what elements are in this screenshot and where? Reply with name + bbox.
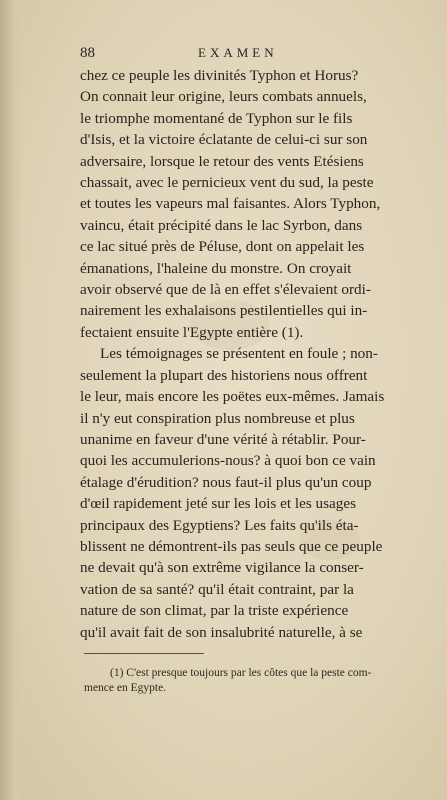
text-line: nairement les exhalaisons pestilentielles qui in-	[80, 302, 368, 320]
text-line: adversaire, lorsque le retour des vents Etésiens	[80, 152, 364, 170]
text-line: chassait, avec le pernicieux vent du sud, la peste	[80, 174, 374, 192]
text-line: il n'y eut conspiration plus nombreuse et plus	[80, 409, 355, 427]
text-line: avoir observé que de là en effet s'élevaient ordi-	[80, 281, 371, 299]
footnote-rule	[84, 653, 204, 654]
footnote	[84, 666, 424, 696]
text-line: étalage d'érudition? nous faut-il plus qu'un coup	[80, 473, 372, 491]
text-line: d'Isis, et la victoire éclatante de celui-ci sur son	[80, 131, 368, 149]
running-head: EXAMEN	[198, 45, 278, 60]
text-line: émanations, l'haleine du monstre. On croyait	[80, 259, 352, 277]
page-header	[80, 45, 420, 67]
page-spine-shadow	[0, 0, 22, 800]
text-line: blissent ne démontrent-ils pas seuls que ce peuple	[80, 537, 383, 555]
text-line: quoi les accumulerions-nous? à quoi bon ce vain	[80, 452, 376, 470]
text-line: chez ce peuple les divinités Typhon et Horus?	[80, 67, 359, 84]
text-line: ne devait qu'à son extrême vigilance la conser-	[80, 559, 364, 577]
main-text	[80, 65, 425, 643]
text-line: le leur, mais encore les poëtes eux-mêmes. Jamais	[80, 388, 385, 406]
text-line: qu'il avait fait de son insalubrité naturelle, à se	[80, 623, 363, 641]
text-line: le triomphe momentané de Typhon sur le fils	[80, 109, 353, 127]
text-line: nature de son climat, par la triste expérience	[80, 602, 349, 620]
text-line: vaincu, était précipité dans le lac Syrbon, dans	[80, 216, 363, 234]
text-line: unanime en faveur d'une vérité à rétablir. Pour-	[80, 430, 366, 448]
footnote-line: (1) C'est presque toujours par les côtes que la peste com-	[110, 667, 372, 679]
text-line: On connait leur origine, leurs combats annuels,	[80, 88, 367, 106]
page-number: 88	[80, 45, 95, 61]
text-line: d'œil rapidement jeté sur les lois et les usages	[80, 495, 357, 513]
text-line: principaux des Egyptiens? Les faits qu'ils éta-	[80, 516, 359, 534]
footnote-line: mence en Egypte.	[84, 682, 167, 694]
text-line: vation de sa santé? qu'il était contraint, par la	[80, 580, 354, 598]
text-line: et toutes les vapeurs mal faisantes. Alors Typhon,	[80, 195, 381, 213]
text-line: Les témoignages se présentent en foule ; non-	[100, 345, 378, 363]
text-line: seulement la plupart des historiens nous offrent	[80, 366, 368, 384]
text-line: ce lac situé près de Péluse, dont on appelait les	[80, 238, 365, 256]
text-line: fectaient ensuite l'Egypte entière (1).	[80, 323, 304, 341]
